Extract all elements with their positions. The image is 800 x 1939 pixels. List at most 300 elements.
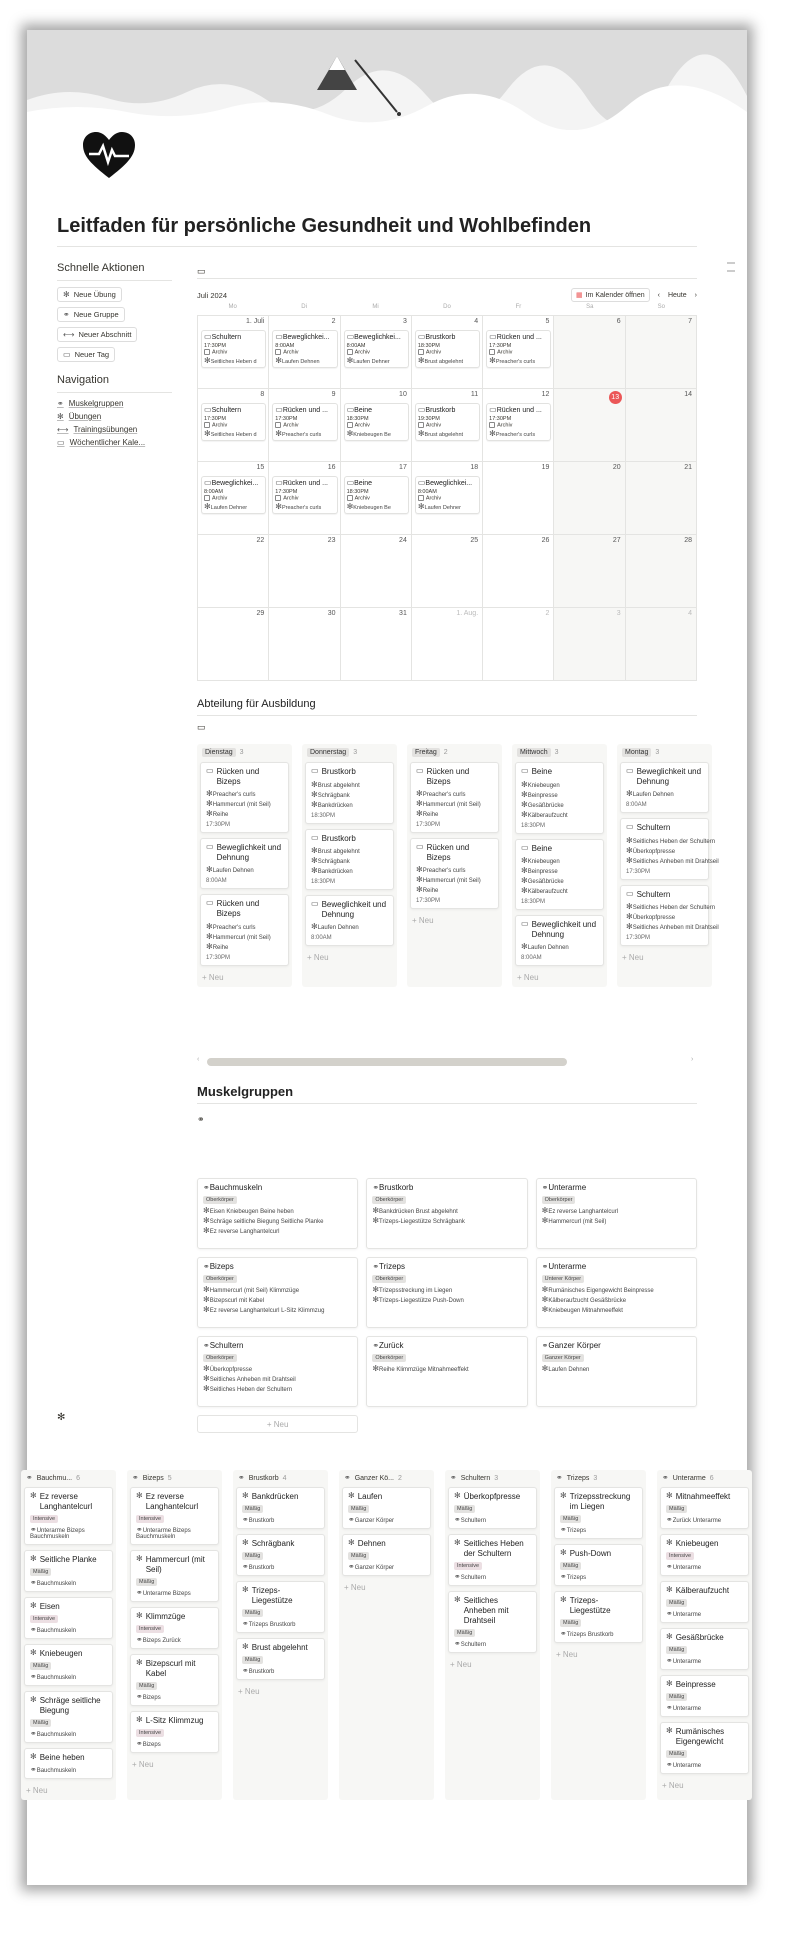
checkbox[interactable]: [418, 422, 424, 428]
card-exercise: [521, 857, 598, 865]
event-time: 8:00AM: [346, 343, 366, 349]
card-muscle-groups: [666, 1704, 743, 1712]
event-exercises: [347, 503, 406, 511]
calendar-event[interactable]: [344, 476, 409, 514]
calendar-day[interactable]: [198, 535, 269, 608]
card-exercise: [416, 876, 493, 884]
card-muscle-groups-text: Schultern: [460, 1518, 487, 1524]
day-number: 14: [684, 391, 692, 398]
event-time: 18:30PM: [346, 416, 369, 422]
card-title-text: Trizeps: [379, 1262, 405, 1271]
card-exercise: [416, 800, 493, 808]
calendar-day[interactable]: [341, 462, 412, 535]
muscle-group-card[interactable]: [366, 1178, 527, 1249]
card-title-text: Schultern: [209, 1341, 244, 1350]
next-month-button[interactable]: ›: [694, 291, 697, 299]
calendar-icon: ▭: [63, 349, 71, 359]
calendar-icon: ▭: [417, 478, 426, 487]
card-title: [136, 1555, 213, 1575]
exercise-card[interactable]: [236, 1487, 325, 1529]
calendar-event[interactable]: [486, 403, 551, 441]
checkbox[interactable]: [347, 422, 353, 428]
archive-checkbox-row[interactable]: [347, 495, 406, 501]
weekday-label: Do: [443, 304, 451, 310]
new-muscle-group-button[interactable]: + Neu: [197, 1415, 358, 1433]
checkbox[interactable]: [275, 349, 281, 355]
calendar-icon: ▭: [489, 332, 497, 341]
card-exercise-text: Schräge seitliche Biegung Seitliche Planke: [209, 1219, 324, 1225]
training-card[interactable]: [200, 894, 289, 965]
exercise-card[interactable]: [660, 1628, 749, 1670]
new-day-button[interactable]: [57, 347, 115, 362]
calendar-day[interactable]: [412, 389, 483, 462]
column-name: Schultern: [460, 1474, 491, 1482]
calendar-event[interactable]: [272, 476, 337, 514]
column-header: [236, 1473, 325, 1483]
calendar-day[interactable]: [554, 316, 625, 389]
day-number: 26: [541, 537, 550, 544]
runner-icon: ✻: [666, 1538, 673, 1547]
exercise-card[interactable]: [236, 1581, 325, 1633]
card-title: [542, 1262, 691, 1271]
card-time: 17:30PM: [206, 954, 231, 961]
card-muscle-groups-text: Bauchmuskeln: [36, 1732, 77, 1738]
muscle-groups-divider: [197, 1103, 697, 1104]
day-number: 12: [541, 391, 550, 398]
card-title-text: Ganzer Körper: [548, 1341, 601, 1350]
scroll-marker: [727, 262, 735, 264]
board-view-icon[interactable]: ▭: [197, 722, 206, 732]
card-title-text: Schrägbank: [251, 1539, 295, 1548]
checkbox[interactable]: [275, 422, 281, 428]
muscle-group-card[interactable]: [197, 1336, 358, 1407]
event-title-text: Brustkorb: [425, 407, 456, 414]
muscle-group-card[interactable]: [197, 1178, 358, 1249]
calendar-day[interactable]: [341, 316, 412, 389]
calendar-icon: ▭: [521, 919, 529, 929]
new-card-button[interactable]: + Neu: [26, 1786, 48, 1795]
day-number: 8: [260, 391, 265, 398]
card-title-text: Brustkorb: [321, 767, 356, 776]
calendar-icon: ▭: [417, 332, 426, 341]
runner-icon: ✻: [372, 1206, 380, 1215]
exercise-card[interactable]: [236, 1534, 325, 1576]
card-muscle-groups: [560, 1526, 637, 1534]
open-in-calendar-button[interactable]: [571, 288, 650, 302]
card-muscle-groups: [560, 1630, 637, 1638]
archive-checkbox-row[interactable]: [204, 422, 263, 428]
new-group-button[interactable]: [57, 307, 125, 322]
calendar-icon: ▭: [204, 405, 212, 414]
calendar-icon: ▭: [416, 766, 424, 775]
muscle-group-icon: ⚭: [666, 1515, 673, 1524]
calendar-view-icon[interactable]: ▭: [197, 266, 206, 276]
new-exercise-button[interactable]: [57, 287, 122, 302]
calendar-day[interactable]: [483, 462, 554, 535]
intensity-tag: Mäßig: [666, 1505, 687, 1513]
nav-link-exercises[interactable]: [57, 412, 172, 421]
training-card[interactable]: [620, 818, 719, 880]
checkbox[interactable]: [204, 495, 210, 501]
runner-icon: ✻: [541, 1285, 549, 1294]
runner-icon: ✻: [541, 1206, 549, 1215]
calendar-day[interactable]: [554, 389, 625, 462]
runner-icon: ✻: [626, 855, 633, 865]
card-muscle-groups-text: Unterarme: [672, 1706, 702, 1712]
calendar-day[interactable]: [554, 462, 625, 535]
day-number: 20: [612, 464, 621, 471]
runner-icon: ✻: [454, 1491, 461, 1500]
muscle-group-card[interactable]: [536, 1178, 697, 1249]
exercise-card[interactable]: [24, 1597, 113, 1639]
runner-icon: ✻: [204, 356, 211, 366]
card-title: [348, 1492, 425, 1502]
calendar-day[interactable]: [412, 608, 483, 681]
day-number: 24: [399, 537, 407, 544]
card-exercise: [203, 1365, 352, 1375]
runner-icon: ✻: [30, 1601, 37, 1610]
exercise-card[interactable]: [554, 1591, 643, 1643]
new-card-button[interactable]: + Neu: [450, 1660, 472, 1669]
calendar-day[interactable]: [626, 608, 697, 681]
runner-icon: ✻: [417, 502, 425, 512]
training-card[interactable]: [200, 838, 289, 889]
prev-month-button[interactable]: ‹: [657, 291, 660, 299]
exercise-card[interactable]: [24, 1691, 113, 1743]
card-muscle-groups: [242, 1563, 319, 1571]
card-title: [30, 1649, 107, 1659]
card-exercise: [521, 867, 598, 875]
calendar-event[interactable]: [201, 476, 266, 514]
card-title: [454, 1492, 531, 1502]
exercise-card[interactable]: [342, 1487, 431, 1529]
event-title-text: Beine: [354, 407, 373, 414]
calendar-day[interactable]: [269, 316, 340, 389]
muscle-group-card[interactable]: [197, 1257, 358, 1328]
checkbox[interactable]: [347, 349, 353, 355]
runner-icon: ✻: [489, 429, 496, 439]
nav-link-weekly-calendar[interactable]: [57, 438, 172, 447]
card-muscle-groups: [666, 1761, 743, 1769]
card-muscle-groups: [348, 1563, 425, 1571]
exercise-card[interactable]: [660, 1722, 749, 1774]
runner-icon: ✻: [136, 1715, 143, 1724]
card-muscle-groups: [454, 1516, 531, 1524]
exercise-card[interactable]: [130, 1654, 219, 1706]
archive-checkbox-row[interactable]: [347, 422, 406, 428]
checkbox[interactable]: [418, 495, 424, 501]
day-number: 18: [470, 464, 479, 471]
card-muscle-groups: [348, 1516, 425, 1524]
runner-icon: ✻: [416, 865, 423, 875]
calendar-day[interactable]: [412, 462, 483, 535]
card-title-text: L-Sitz Klimmzug: [145, 1716, 204, 1725]
archive-checkbox-row[interactable]: [418, 422, 477, 428]
day-number: 4: [688, 610, 692, 617]
calendar-day[interactable]: [269, 462, 340, 535]
calendar-month: Juli 2024: [197, 290, 228, 300]
event-exercises: [204, 503, 263, 511]
exercise-card[interactable]: [660, 1675, 749, 1717]
checkbox[interactable]: [489, 349, 495, 355]
runner-icon: ✻: [311, 856, 318, 866]
muscle-group-icon: ⚭: [454, 1515, 461, 1524]
training-card[interactable]: [200, 762, 289, 833]
column-count: 3: [494, 1474, 499, 1482]
muscle-group-card[interactable]: [366, 1257, 527, 1328]
new-card-button[interactable]: + Neu: [202, 972, 224, 982]
event-time: 17:30PM: [275, 489, 298, 495]
archive-checkbox-row[interactable]: [275, 495, 334, 501]
archive-checkbox-row[interactable]: [275, 422, 334, 428]
scroll-right-arrow[interactable]: ›: [691, 1056, 694, 1063]
calendar-day[interactable]: [412, 316, 483, 389]
exercise-card[interactable]: [24, 1644, 113, 1686]
card-exercise-text: Rumänisches Eigengewicht Beinpresse: [548, 1288, 654, 1294]
event-title: [418, 333, 477, 341]
calendar-day[interactable]: [483, 608, 554, 681]
event-exercise-text: Kniebeugen Be: [353, 432, 391, 439]
exercise-card[interactable]: [342, 1534, 431, 1576]
board-column: [302, 744, 397, 987]
exercise-card[interactable]: [130, 1711, 219, 1753]
muscle-group-card[interactable]: [366, 1336, 527, 1407]
training-card[interactable]: [410, 838, 499, 909]
calendar-event[interactable]: [415, 403, 480, 441]
horizontal-scrollbar[interactable]: [207, 1058, 567, 1066]
archive-checkbox-row[interactable]: [204, 495, 263, 501]
calendar-day[interactable]: [554, 608, 625, 681]
training-card[interactable]: [305, 895, 394, 946]
new-card-button[interactable]: + Neu: [622, 953, 644, 963]
archive-label: Archiv: [354, 349, 370, 356]
new-card-button[interactable]: + Neu: [307, 953, 329, 963]
card-title: [348, 1539, 425, 1549]
calendar-icon: ▭: [206, 766, 214, 775]
muscle-group-card[interactable]: [536, 1257, 697, 1328]
new-card-button[interactable]: + Neu: [556, 1650, 578, 1659]
muscle-group-card[interactable]: [536, 1336, 697, 1407]
intensity-tag: Mäßig: [666, 1693, 687, 1701]
intensity-tag: Mäßig: [242, 1656, 263, 1664]
calendar-day[interactable]: [341, 608, 412, 681]
calendar-day[interactable]: [269, 535, 340, 608]
calendar-day[interactable]: [198, 389, 269, 462]
exercise-card[interactable]: [130, 1607, 219, 1649]
exercise-card[interactable]: [130, 1550, 219, 1602]
card-exercise-text: Beinpresse: [527, 792, 558, 799]
muscle-group-icon: ⚭: [57, 398, 64, 408]
checkbox[interactable]: [204, 349, 210, 355]
board-column: [197, 744, 292, 987]
exercise-card[interactable]: [130, 1487, 219, 1545]
archive-label: Archiv: [497, 422, 513, 429]
calendar-day[interactable]: [483, 535, 554, 608]
card-title-text: Bankdrücken: [251, 1492, 299, 1501]
column-tag: Mittwoch: [517, 748, 551, 757]
body-region-tag: Ganzer Körper: [542, 1354, 584, 1362]
calendar-event[interactable]: [486, 330, 551, 368]
calendar-day[interactable]: [341, 535, 412, 608]
calendar-day[interactable]: [626, 316, 697, 389]
calendar-event[interactable]: [201, 330, 266, 368]
card-title-text: Beine: [531, 843, 553, 853]
exercise-card[interactable]: [554, 1487, 643, 1539]
archive-checkbox-row[interactable]: [418, 349, 477, 355]
calendar-day[interactable]: [626, 389, 697, 462]
calendar-day[interactable]: [198, 316, 269, 389]
calendar-event[interactable]: [272, 403, 337, 441]
calendar-day[interactable]: [626, 535, 697, 608]
card-exercise-text: Seitliches Heben der Schultern: [209, 1387, 293, 1393]
runner-icon[interactable]: ✻: [57, 1412, 66, 1423]
card-exercise: [206, 810, 283, 818]
training-card[interactable]: [620, 885, 719, 947]
training-card[interactable]: [410, 762, 499, 833]
calendar-event[interactable]: [415, 330, 480, 368]
muscle-group-icon: ⚭: [242, 1562, 249, 1571]
exercise-card[interactable]: [448, 1534, 537, 1586]
calendar-day[interactable]: [554, 535, 625, 608]
new-card-button[interactable]: + Neu: [132, 1760, 154, 1769]
new-card-button[interactable]: + Neu: [662, 1781, 684, 1790]
nav-link-workouts[interactable]: [57, 425, 172, 434]
checkbox[interactable]: [204, 422, 210, 428]
runner-icon: ✻: [311, 779, 318, 789]
archive-checkbox-row[interactable]: [347, 349, 406, 355]
card-exercise: [521, 887, 598, 895]
card-exercise-text: Preacher's curls: [422, 792, 466, 799]
exercise-card[interactable]: [448, 1487, 537, 1529]
runner-icon: ✻: [204, 429, 211, 439]
training-card[interactable]: [515, 762, 604, 834]
archive-checkbox-row[interactable]: [275, 349, 334, 355]
muscle-group-icon: ⚭: [666, 1760, 673, 1769]
column-name: Bizeps: [142, 1474, 164, 1482]
scroll-left-arrow[interactable]: ‹: [197, 1056, 200, 1063]
calendar-icon: ▭: [311, 899, 319, 909]
intensity-tag: Mäßig: [30, 1662, 51, 1670]
column-count: 6: [709, 1474, 714, 1482]
new-card-button[interactable]: + Neu: [344, 1583, 366, 1592]
card-title: [203, 1341, 352, 1350]
day-number: 15: [256, 464, 265, 471]
day-number: 19: [541, 464, 550, 471]
checkbox[interactable]: [347, 495, 353, 501]
card-muscle-groups-text: Brustkorb: [248, 1518, 275, 1524]
exercise-card[interactable]: [554, 1544, 643, 1586]
event-exercise-text: Laufen Dehnen: [281, 359, 320, 366]
calendar-icon: ▭: [416, 842, 424, 852]
calendar-day[interactable]: [483, 389, 554, 462]
archive-checkbox-row[interactable]: [204, 349, 263, 355]
calendar-day[interactable]: [269, 389, 340, 462]
training-card[interactable]: [620, 762, 709, 813]
card-exercise-text: Preacher's curls: [422, 868, 466, 875]
archive-checkbox-row[interactable]: [489, 422, 548, 428]
exercise-column: [657, 1470, 752, 1800]
today-button[interactable]: Heute: [667, 291, 687, 299]
new-card-button[interactable]: + Neu: [412, 916, 434, 926]
exercise-card[interactable]: [24, 1487, 113, 1545]
day-number: 16: [327, 464, 336, 471]
card-muscle-groups-text: Unterarme Bizeps Bauchmuskeln: [30, 1528, 85, 1540]
exercise-card[interactable]: [24, 1550, 113, 1592]
card-muscle-groups: [30, 1579, 107, 1587]
archive-checkbox-row[interactable]: [418, 495, 477, 501]
card-exercise: [311, 857, 388, 865]
card-title: [136, 1612, 213, 1622]
calendar-event[interactable]: [344, 403, 409, 441]
calendar-day[interactable]: [198, 462, 269, 535]
archive-checkbox-row[interactable]: [489, 349, 548, 355]
exercise-card[interactable]: [660, 1534, 749, 1576]
calendar-day[interactable]: [198, 608, 269, 681]
calendar-day[interactable]: [412, 535, 483, 608]
checkbox[interactable]: [418, 349, 424, 355]
calendar-day[interactable]: [626, 462, 697, 535]
runner-icon: ✻: [521, 866, 528, 876]
calendar-event[interactable]: [415, 476, 480, 514]
calendar-icon: ▭: [311, 766, 319, 775]
event-title-text: Rücken und ...: [282, 480, 328, 487]
new-card-button[interactable]: + Neu: [238, 1687, 260, 1696]
calendar-event[interactable]: [272, 330, 337, 368]
exercise-card[interactable]: [660, 1581, 749, 1623]
calendar-event[interactable]: [201, 403, 266, 441]
training-card[interactable]: [515, 839, 604, 911]
muscle-group-icon: ⚭: [203, 1183, 210, 1192]
training-card[interactable]: [305, 762, 394, 824]
nav-link-muscle-groups[interactable]: [57, 399, 172, 408]
column-count: 2: [398, 1474, 402, 1482]
archive-label: Archiv: [497, 349, 513, 356]
event-exercises: [204, 430, 263, 438]
new-card-button[interactable]: + Neu: [517, 973, 539, 983]
day-number: 30: [327, 610, 336, 617]
checkbox[interactable]: [275, 495, 281, 501]
exercise-card[interactable]: [24, 1748, 113, 1779]
event-title: [275, 479, 334, 487]
intensity-tag: Mäßig: [560, 1562, 581, 1570]
card-title-text: Seitliche Planke: [39, 1555, 97, 1564]
card-exercise: [311, 923, 388, 931]
exercise-card[interactable]: [236, 1638, 325, 1680]
calendar-day[interactable]: [269, 608, 340, 681]
training-card[interactable]: [305, 829, 394, 891]
calendar-event[interactable]: [344, 330, 409, 368]
training-card[interactable]: [515, 915, 604, 966]
runner-icon: ✻: [521, 789, 528, 799]
runner-icon: ✻: [454, 1595, 461, 1604]
new-section-button[interactable]: [57, 327, 137, 342]
column-count: 2: [443, 749, 448, 756]
exercise-card[interactable]: [448, 1591, 537, 1653]
card-exercise-text: Laufen Dehnen: [548, 1367, 590, 1373]
checkbox[interactable]: [489, 422, 495, 428]
card-time: 8:00AM: [311, 935, 332, 942]
exercise-card[interactable]: [660, 1487, 749, 1529]
card-title: [206, 899, 283, 918]
gallery-view-icon[interactable]: ⚭: [197, 1114, 205, 1124]
runner-icon: ✻: [666, 1491, 673, 1500]
card-title: [454, 1596, 531, 1626]
calendar-day[interactable]: [483, 316, 554, 389]
card-title: [136, 1716, 213, 1726]
calendar-day[interactable]: [341, 389, 412, 462]
runner-icon: ✻: [666, 1585, 673, 1594]
runner-icon: ✻: [521, 856, 528, 866]
